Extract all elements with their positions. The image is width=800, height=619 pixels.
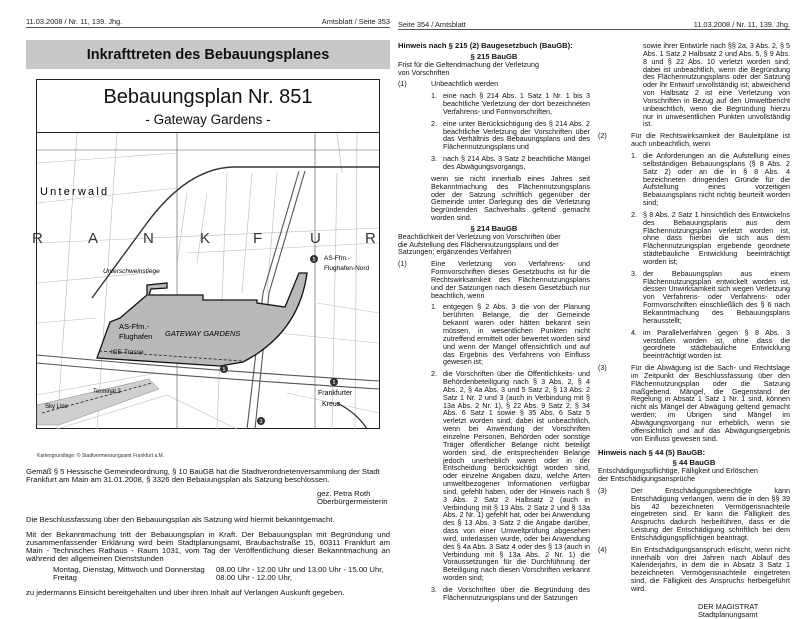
numbered-item [598,329,790,360]
map-label-junction-north-1: AS-Ffm.- [324,255,350,262]
paragraph-caption [398,233,590,257]
clause-text: entgegen § 2 Abs. 3 die von der Planung berührten Belange, die der Gemeinde bekannt waren oder hätten bekannt sein müssen, in wesentlichen Punkten nicht zutreffend ermittelt oder bewertet worden sind und wenn der Mangel offensichtlich und auf das Ergebnis des Verfahrens von Einfluss gewesen ist; [443,302,590,367]
street-line [37,153,177,163]
clause-number: (1) [398,259,407,269]
clause-number: 3. [431,154,437,164]
text-column-middle [398,42,590,602]
map-label-interchange-2: Kreuz [322,401,341,408]
text-line: von Vorschriften [398,67,450,77]
header-page-right: Seite 354 / Amtsblatt [398,20,466,29]
paragraph-text: wenn sie nicht innerhalb eines Jahres seit Bekanntmachung des Flächennutzungsplans oder der Satzung schriftlich gegenüber der Gemeinde unter Darlegung des die Verletzung begründenden Sachverhalts geltend gemacht worden sind. [431,173,590,223]
clause-text: Der Entschädigungsberechtigte kann Entschädigung verlangen, wenn die in den §§ 39 bis 42 bezeichneten Vermögensnachteile eingetreten sind. Er kann die Fälligkeit des Anspruchs dadurch herbeiführen, dass er die Leistung der Entschädigung schriftlich bei dem Entschädigungspflichtigen beantragt. [631,485,790,542]
map-label-city-letter: R [32,230,43,247]
map-credit: Kartengrundlage: © Stadtvermessungsamt Frankfurt a.M. [37,453,165,459]
street-line [167,395,237,429]
numbered-item [598,270,790,325]
paragraph-heading: § 214 BauGB [470,223,518,233]
signature-title: Oberbürgermeisterin [317,497,388,506]
street-line [277,333,379,343]
clause-number: 1. [631,150,637,160]
header-date-left: 11.03.2008 / Nr. 11, 139. Jhg. [26,17,123,26]
numbered-item [398,370,590,582]
map-label-rail: ICE-Trasse [111,349,144,356]
numbered-item [398,120,590,151]
clause-text: die Vorschriften über die Öffentlichkeits- und Behördenbeteiligung nach § 3 Abs. 2, § 4 Abs. 2, § 4a Abs. 3 und 5 Satz 2, § 13 Abs. 2 Satz 1 Nr. 2 und 3 (auch in Verbindung mit § 13a Abs. 2 Nr. 1), § 22 Abs. 9 Satz 2, § 34 Abs. 6 Satz 1 sowie § 35 Abs. 6 Satz 5 verletzt worden sind; dabei ist unbeachtlich, wenn bei Anwendung der Vorschriften einzelne Personen, Behörden oder sonstige Träger öffentlicher Belange nicht beteiligt worden sind, die entsprechenden Belange jedoch unerheblich waren oder in der Entscheidung berücksichtigt worden sind, oder einzelne Angaben dazu, welche Arten umweltbezogener Informationen verfügbar sind, gefehlt haben, oder der Hinweis nach § 3 Abs. 2 Satz 2 Halbsatz 2 (auch in Verbindung mit § 13 Abs. 2 Satz 2 und § 13a Abs. 2 Nr. 1) gefehlt hat, oder bei Anwendung des § 13 Abs. 3 Satz 2 die Angabe darüber, dass von einer Umweltprüfung abgesehen wird, unterlassen wurde, oder bei Anwendung des § 4a Abs. 3 Satz 4 oder des § 13 (auch in Verbindung mit § 13a Abs. 2 Nr. 1) die Voraussetzungen für die Durchführung der Beteiligung nach diesen Vorschriften verkannt worden sind; [443,369,590,583]
text-line: Frist für die Geltendmachung der Verletzung [398,59,540,69]
numbered-item [398,586,590,602]
street-line [355,133,357,429]
header-rule-left [26,27,390,28]
plan-title: Bebauungsplan Nr. 851 [103,86,313,108]
header-page-left: Amtsblatt / Seite 353 [321,17,390,26]
clause-number: 2. [431,118,437,128]
numbered-item [598,152,790,207]
clause-text: eine unter Berücksichtigung des § 214 Abs. 2 beachtliche Verletzung der Vorschriften über das Verhältnis des Bebauungsplans und des Flächennutzungsplans und [443,118,590,152]
header-date-right: 11.03.2008 / Nr. 11, 139. Jhg. [693,20,790,29]
development-plan-figure [32,79,380,429]
paragraph-heading: § 215 BauGB [470,51,518,61]
paragraph-caption [398,61,590,77]
map-label-skyline: Sky Line [45,404,69,410]
section-heading: Hinweis nach § 44 (5) BauGB: [598,447,706,457]
paragraph-heading: § 44 BauGB [672,458,716,468]
clause-number: 1. [431,302,437,312]
numbered-item [398,155,590,171]
street-line [317,303,379,313]
clause-text: § 8 Abs. 2 Satz 1 hinsichtlich des Entwickelns des Bebauungsplans aus dem Flächennutzungsplan verletzt worden ist, ohne dass hierbei die sich aus dem Flächennutzungsplan ergebende geordnete städtebauliche Entwicklung beeinträchtigt worden ist; [643,209,790,266]
road-number: 3 [259,419,263,425]
road-number: 5 [222,367,226,373]
clause-text: die Anforderungen an die Aufstellung eines selbständigen Bebauungsplans (§ 8 Abs. 2 Satz 2) oder an die in § 8 Abs. 4 bezeichneten dringenden Gründe für die Aufstellung eines vorzeitigen Bebauungsplans nicht richtig beurteilt worden sind; [643,150,790,208]
text-line: der Entschädigungsansprüche [598,474,696,484]
map-label-district: Unterwald [40,186,110,198]
clause-number: 2. [631,209,637,219]
signature-block [598,603,790,619]
street-line [242,173,252,293]
continued-text: sowie ihrer Entwürfe nach §§ 2a, 3 Abs. 2, § 5 Abs. 1 Satz 2 Halbsatz 2 und Abs. 5, § 9 Abs. 8 und § 22 Abs. 10 verletzt worden sind; dabei ist unbeachtlich, wenn die Begründung des Flächennutzungsplans oder der Satzung oder ihr Entwurf unvollständig ist; abweichend von Halbsatz 2 ist eine Verletzung von Vorschriften in Bezug auf den Umweltbericht unbeachtlich, wenn die Begründung hierzu nur in unwesentlichen Punkten unvollständig ist. [643,41,790,129]
clause-text: im Parallelverfahren gegen § 8 Abs. 3 verstoßen worden ist, ohne dass die geordnete städtebauliche Entwicklung beeinträchtigt worden ist. [643,327,790,361]
street-line [97,133,117,429]
clause-number: (2) [598,131,607,141]
text-line: DER MAGISTRAT [698,601,759,611]
clause-number: 2. [431,369,437,379]
street-line [37,318,97,323]
road-number: 5 [332,380,336,386]
clause-number: 3. [431,585,437,594]
clause-number: (1) [398,79,407,89]
hours-days-2: Freitag [53,573,77,582]
road-number: 5 [312,257,316,263]
hours-time-1: 08.00 Uhr - 12.00 Uhr und 13.00 Uhr - 15.00 Uhr, [216,565,384,574]
map-label-terminal: Terminal 2 [93,389,121,395]
text-line: Satzungen; ergänzendes Verfahren [398,247,512,257]
clause-number: 3. [631,268,637,278]
clause-number: (3) [598,363,607,373]
text-line: Beachtlichkeit der Verletzung von Vorschriften über [398,231,561,241]
map-label-city-letter: A [88,230,99,247]
clause-text: Für die Rechtswirksamkeit der Bauleitpläne ist auch unbeachtlich, wenn [631,131,790,149]
clause-text: eine nach § 214 Abs. 1 Satz 1 Nr. 1 bis 3 beachtliche Verletzung der dort bezeichneten Verfahrens- und Formvorschriften, [443,91,590,116]
map-grid [37,133,379,429]
map-label-junction-airport-2: Flughafen [119,332,153,341]
availability-text: Mit der Bekanntmachung tritt der Bebauungsplan in Kraft. Der Bebauungsplan mit Begründung und zusammenfassender Erklärung wird beim Stadtplanungsamt, Braubachstraße 15, 60311 Frankfurt am Main - Technisches Rathaus - Raum 1031, vom Tag der Veröffentlichung dieser Bekanntmachung an während der allgemeinen Dienststunden [26,530,390,563]
clause-text: der Bebauungsplan aus einem Flächennutzungsplan entwickelt worden ist, dessen Unwirksamkeit sich wegen Verletzung von Verfahrens- oder Verfahrens- oder Formvorschriften einschließlich des § 6 nach Bekanntmachung des Bebauungsplans herausstellt; [643,268,790,325]
map-label-junction-north-2: Flughafen-Nord [324,265,370,272]
hours-time-2: 08.00 Uhr - 12.00 Uhr, [216,573,293,582]
numbered-clause [398,80,590,88]
section-heading: Hinweis nach § 215 (2) Baugesetzbuch (BauGB): [398,41,573,50]
header-rule-right [398,29,790,30]
clause-number: (3) [598,485,607,495]
numbered-clause [598,132,790,148]
clause-text: Eine Verletzung von Verfahrens- und Formvorschriften dieses Gesetzbuchs ist für die Rechtswirksamkeit des Flächennutzungsplans und der Satzungen nach diesem Gesetzbuch nur beachtlich, wenn [431,259,590,300]
clause-text: Unbeachtlich werden [431,79,499,89]
resolution-text: Gemäß § 5 Hessische Gemeindeordnung, § 10 BauGB hat die Stadtverordnetenversammlung der Stadt Frankfurt am Main am 31.01.2008, § 3326 den Bebauungsplan als Satzung beschlossen. [26,467,380,484]
numbered-item [398,303,590,366]
site-map [32,132,379,429]
clause-text: Ein Entschädigungsanspruch erlischt, wenn nicht innerhalb von drei Jahren nach Ablauf des Kalenderjahrs, in dem die in Absatz 3 Satz 1 bezeichneten Vermögensnachteile eingetreten sind, die Fälligkeit des Anspruchs herbeigeführt wird. [631,544,790,593]
clause-text: nach § 214 Abs. 3 Satz 2 beachtliche Mängel des Abwägungsvorgangs, [443,154,590,171]
closing-text: zu jedermanns Einsicht bereitgehalten und über ihren Inhalt auf Verlangen Auskunft gegeben. [26,588,345,597]
numbered-item [598,211,790,266]
hours-days-1: Montag, Dienstag, Mittwoch und Donnerstag [53,565,205,574]
street-line [177,193,187,263]
clause-number: 4. [631,327,637,337]
map-label-interchange-1: Frankfurter [318,390,353,397]
numbered-clause [598,546,790,593]
motorway-a3-b [37,363,379,389]
text-column-right [598,42,790,619]
text-line: Entschädigungspflichtige, Fälligkeit und Erlöschen [598,466,758,476]
map-label-city-letter: R [365,230,376,247]
announcement-text: Die Beschlussfassung über den Bebauungsplan als Satzung wird hiermit bekanntgemacht. [26,515,335,524]
map-label-street: Unterschweinstiege [103,268,160,275]
signature-name: gez. Petra Roth [317,489,371,498]
map-label-junction-airport-1: AS-Ffm.- [119,322,149,331]
numbered-clause [398,260,590,299]
plan-subtitle: - Gateway Gardens - [145,112,271,127]
map-label-city-letter: U [310,230,321,247]
clause-number: (4) [598,544,607,554]
map-label-city-letter: K [200,230,211,247]
map-label-area: GATEWAY GARDENS [165,329,241,338]
paragraph-caption [598,467,790,483]
map-label-city-letter: N [143,230,154,247]
numbered-clause [598,487,790,542]
clause-text: Für die Abwägung ist die Sach- und Rechtslage im Zeitpunkt der Beschlussfassung über den Flächennutzungsplan oder die Satzung maßgebend. Mängel, die Gegenstand der Regelung in Absatz 1 Satz 1 Nr. 1 sind, können nicht als Mängel der Abwägung geltend gemacht werden; im Übrigen sind Mängel im Abwägungsvorgang nur erheblich, wenn sie offensichtlich und auf das Abwägungsergebnis von Einfluss gewesen sind. [631,363,790,443]
map-label-city-letter: F [253,230,263,247]
clause-text: die Vorschriften über die Begründung des Flächennutzungsplans und der Satzungen [443,585,590,602]
numbered-item [398,92,590,116]
clause-number: 1. [431,91,437,101]
text-line: Stadtplanungsamt [698,609,758,619]
street-grid [37,133,379,429]
numbered-clause [598,364,790,442]
text-line: die Aufstellung des Flächennutzungsplans und der [398,239,559,249]
section-title: Inkrafttreten des Bebauungsplanes [26,40,390,69]
